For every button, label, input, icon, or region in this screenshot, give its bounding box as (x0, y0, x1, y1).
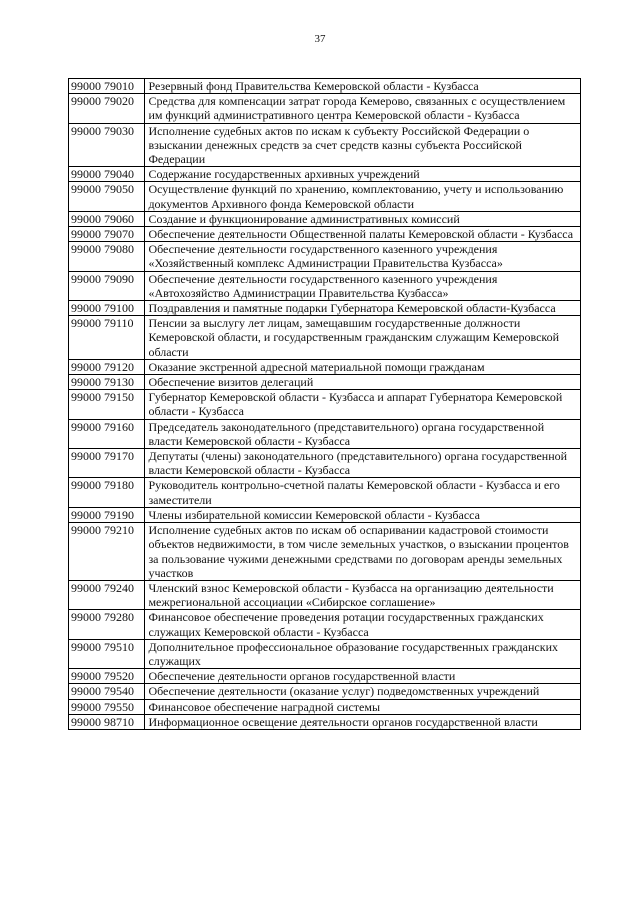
row-code: 99000 79100 (69, 301, 145, 316)
row-code: 99000 79040 (69, 167, 145, 182)
table-row (69, 639, 581, 668)
table-row (69, 182, 581, 211)
row-code: 99000 79070 (69, 227, 145, 242)
table-row (69, 507, 581, 522)
row-description: Пенсии за выслугу лет лицам, замещавшим государственные должности Кемеровской области, и государственным гражданским служащим Кемеровской области (145, 316, 581, 360)
row-code: 99000 79190 (69, 507, 145, 522)
table-row (69, 523, 581, 581)
table-row (69, 610, 581, 639)
row-code: 99000 79160 (69, 419, 145, 448)
table-row (69, 478, 581, 507)
row-code: 99000 79150 (69, 390, 145, 419)
page-number: 37 (314, 33, 326, 45)
row-code: 99000 79010 (69, 79, 145, 94)
row-description: Средства для компенсации затрат города Кемерово, связанных с осуществлением им функций административного центра Кемеровской области - Кузбасса (145, 94, 581, 123)
table-row (69, 669, 581, 684)
row-description: Обеспечение деятельности (оказание услуг) подведомственных учреждений (145, 684, 581, 699)
table-row (69, 580, 581, 609)
row-code: 99000 79540 (69, 684, 145, 699)
row-code: 99000 79110 (69, 316, 145, 360)
row-code: 99000 79090 (69, 271, 145, 300)
table-row (69, 123, 581, 167)
table-row (69, 714, 581, 729)
row-code: 99000 79060 (69, 211, 145, 226)
table-row (69, 419, 581, 448)
row-description: Обеспечение деятельности государственного казенного учреждения «Хозяйственный комплекс Администрации Правительства Кузбасса» (145, 242, 581, 271)
row-description: Членский взнос Кемеровской области - Кузбасса на организацию деятельности межрегиональной ассоциации «Сибирское соглашение» (145, 580, 581, 609)
row-code: 99000 98710 (69, 714, 145, 729)
table-row (69, 211, 581, 226)
table-row (69, 242, 581, 271)
table-row (69, 301, 581, 316)
row-description: Содержание государственных архивных учреждений (145, 167, 581, 182)
row-code: 99000 79170 (69, 449, 145, 478)
row-description: Члены избирательной комиссии Кемеровской области - Кузбасса (145, 507, 581, 522)
row-description: Обеспечение деятельности органов государственной власти (145, 669, 581, 684)
row-description: Финансовое обеспечение наградной системы (145, 699, 581, 714)
table-row (69, 699, 581, 714)
row-description: Депутаты (члены) законодательного (представительного) органа государственной власти Кемеровской области - Кузбасса (145, 449, 581, 478)
row-code: 99000 79240 (69, 580, 145, 609)
row-description: Осуществление функций по хранению, комплектованию, учету и использованию документов Архивного фонда Кемеровской области (145, 182, 581, 211)
row-code: 99000 79130 (69, 375, 145, 390)
row-code: 99000 79280 (69, 610, 145, 639)
table-row (69, 449, 581, 478)
table-row (69, 375, 581, 390)
table-row (69, 359, 581, 374)
row-code: 99000 79510 (69, 639, 145, 668)
row-description: Исполнение судебных актов по искам к субъекту Российской Федерации о взыскании денежных средств за счет средств казны субъекта Российской Федерации (145, 123, 581, 167)
row-code: 99000 79050 (69, 182, 145, 211)
row-code: 99000 79120 (69, 359, 145, 374)
table-row (69, 684, 581, 699)
row-description: Обеспечение деятельности Общественной палаты Кемеровской области - Кузбасса (145, 227, 581, 242)
table-row (69, 79, 581, 94)
row-description: Финансовое обеспечение проведения ротации государственных гражданских служащих Кемеровской области - Кузбасса (145, 610, 581, 639)
table-row (69, 167, 581, 182)
row-description: Обеспечение визитов делегаций (145, 375, 581, 390)
row-description: Информационное освещение деятельности органов государственной власти (145, 714, 581, 729)
row-description: Председатель законодательного (представительного) органа государственной власти Кемеровской области - Кузбасса (145, 419, 581, 448)
table-body (69, 79, 581, 730)
row-description: Оказание экстренной адресной материальной помощи гражданам (145, 359, 581, 374)
row-code: 99000 79210 (69, 523, 145, 581)
table-row (69, 227, 581, 242)
row-description: Создание и функционирование административных комиссий (145, 211, 581, 226)
budget-classification-table (68, 78, 581, 730)
table-row (69, 316, 581, 360)
row-description: Руководитель контрольно-счетной палаты Кемеровской области - Кузбасса и его заместители (145, 478, 581, 507)
table-row (69, 271, 581, 300)
row-description: Исполнение судебных актов по искам об оспаривании кадастровой стоимости объектов недвижимости, в том числе земельных участков, о взыскании процентов за пользование чужими денежными средствами по договорам аренды земельных участков (145, 523, 581, 581)
row-description: Губернатор Кемеровской области - Кузбасса и аппарат Губернатора Кемеровской области - Кузбасса (145, 390, 581, 419)
table-row (69, 94, 581, 123)
row-description: Поздравления и памятные подарки Губернатора Кемеровской области-Кузбасса (145, 301, 581, 316)
row-code: 99000 79080 (69, 242, 145, 271)
row-code: 99000 79030 (69, 123, 145, 167)
row-code: 99000 79520 (69, 669, 145, 684)
row-description: Дополнительное профессиональное образование государственных гражданских служащих (145, 639, 581, 668)
row-description: Резервный фонд Правительства Кемеровской области - Кузбасса (145, 79, 581, 94)
row-code: 99000 79180 (69, 478, 145, 507)
row-description: Обеспечение деятельности государственного казенного учреждения «Автохозяйство Администрации Правительства Кузбасса» (145, 271, 581, 300)
row-code: 99000 79550 (69, 699, 145, 714)
row-code: 99000 79020 (69, 94, 145, 123)
table-row (69, 390, 581, 419)
